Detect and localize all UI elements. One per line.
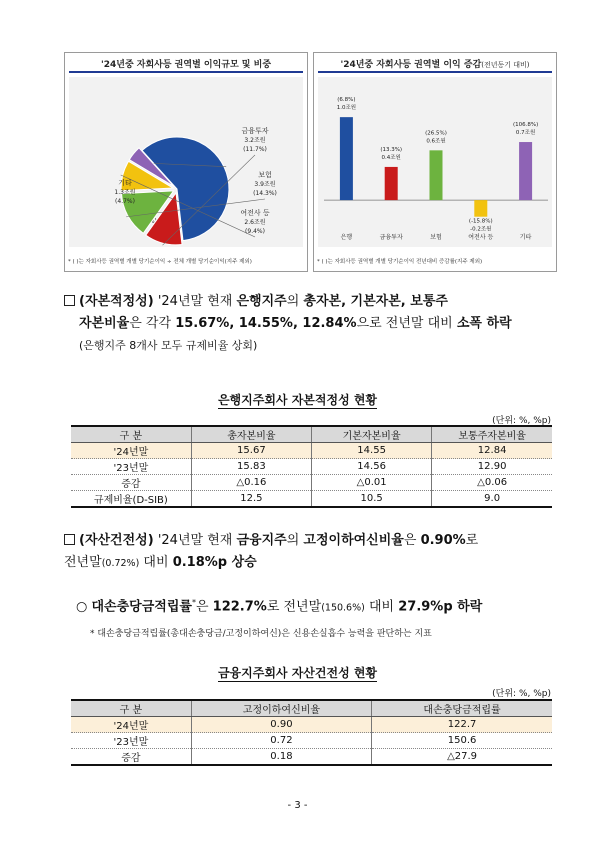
table-row — [71, 491, 552, 508]
pie-label-1: 3.9조원 — [254, 181, 276, 188]
pie-label-0: 기타 — [118, 179, 132, 187]
table2-unit: (단위: %, %p) — [492, 689, 551, 699]
bar-category-label: 금융투자 — [379, 234, 403, 241]
bullet-particle: 은 — [195, 599, 209, 615]
pie-label-1: 2.6조원 — [244, 219, 266, 226]
bar-data-label: (6.8%) — [337, 97, 356, 104]
table1-header-cell: 구 분 — [71, 426, 191, 443]
table-row — [71, 475, 552, 491]
bullet-mid2: 대비 — [368, 599, 395, 615]
bar-data-label: 0.4조원 — [381, 154, 401, 161]
bar-data-label: -0.2조원 — [470, 226, 492, 233]
provision-bullet — [76, 592, 574, 619]
table-cell: 12.84 — [432, 443, 552, 459]
footnote: * 대손충당금적립률(총대손충당금/고정이하여신)은 신용손실흡수 능력을 판단하는 지표 — [90, 629, 432, 639]
table-row — [71, 443, 552, 459]
bullet-prev: (150.6%) — [321, 602, 365, 614]
asset-soundness-paragraph — [64, 530, 562, 575]
bar — [519, 142, 532, 200]
profit-change-chart-panel — [313, 52, 557, 272]
bar-plot-area — [318, 77, 552, 247]
capital-adequacy-table — [71, 425, 552, 508]
table-cell: 0.18 — [191, 749, 371, 766]
bar — [385, 167, 398, 200]
bullet-star: * — [191, 598, 196, 607]
table-row — [71, 459, 552, 475]
section2-subject: 금융지주 — [236, 533, 287, 548]
bar — [474, 200, 487, 217]
bar-chart-note: * ( )는 자회사등 권역별 개별 당기순이익 전년대비 증감률(지주 제외) — [317, 259, 483, 265]
capital-adequacy-paragraph — [64, 291, 562, 357]
pie-chart-note: * ( )는 자회사등 권역별 개별 당기순이익 ÷ 전체 개별 당기순이익(지주 제외) — [68, 259, 252, 265]
section2-lead: '24년말 현재 — [157, 533, 233, 548]
table-cell: '23년말 — [71, 459, 191, 475]
section2-prev: (0.72%) — [101, 558, 140, 569]
table-cell: 규제비율(D-SIB) — [71, 491, 191, 508]
table2-header-cell: 고정이하여신비율 — [191, 700, 371, 717]
bar-title-rule — [318, 71, 552, 73]
pie-label-2: (11.7%) — [243, 146, 267, 153]
bar — [430, 150, 443, 200]
section1-line3: (은행지주 8개사 모두 규제비율 상회) — [79, 339, 258, 352]
bar-chart-title-main: '24년중 자회사등 권역별 이익 증감 — [340, 60, 482, 70]
bullet-circle-icon: ○ — [76, 599, 88, 615]
profit-share-chart-panel — [64, 52, 308, 272]
page-number: - 3 - — [287, 800, 308, 811]
capital-adequacy-line2 — [64, 313, 562, 335]
section1-values: 15.67%, 14.55%, 12.84% — [175, 316, 357, 331]
bar-chart-title-sub: (전년동기 대비) — [481, 61, 530, 69]
pie-label-2: (4.7%) — [115, 198, 135, 205]
bar-data-label: (26.5%) — [425, 130, 447, 137]
section2-line2-b: 대비 — [143, 555, 169, 570]
pie-label-0: 보험 — [258, 171, 272, 179]
section2-label: (자산건전성) — [79, 533, 154, 548]
table-cell: 0.72 — [191, 733, 371, 749]
table1-unit: (단위: %, %p) — [492, 416, 551, 426]
table2-title-text: 금융지주회사 자산건전성 현황 — [217, 666, 378, 680]
pie-label-1: 1.3조원 — [114, 189, 136, 196]
bar-chart-title — [314, 57, 556, 70]
pie-chart-title: '24년중 자회사등 권역별 이익규모 및 비중 — [100, 60, 272, 70]
bullet-term: 대손충당금적립률 — [91, 599, 192, 615]
section2-particle1: 의 — [286, 533, 300, 548]
section1-subject: 은행지주 — [236, 294, 287, 309]
section2-particle2: 은 — [403, 533, 417, 548]
asset-soundness-table — [71, 699, 552, 766]
bar-data-label: (13.3%) — [380, 146, 403, 153]
asset-soundness-line2 — [64, 552, 562, 575]
section2-tail: 로 — [465, 533, 479, 548]
bullet-mid: 로 전년말 — [266, 599, 322, 615]
table1-title — [0, 391, 595, 408]
bar-data-label: 1.0조원 — [336, 105, 357, 112]
asset-soundness-line1 — [64, 530, 562, 552]
checkbox-square-icon — [64, 295, 75, 306]
bar — [340, 117, 353, 200]
section1-label: (자본적정성) — [79, 294, 154, 309]
table1-header-row — [71, 426, 552, 443]
table-cell: △0.06 — [432, 475, 552, 491]
section2-value: 0.90% — [420, 533, 466, 548]
table-cell: 0.90 — [191, 717, 371, 733]
table1-header-cell: 기본자본비율 — [312, 426, 432, 443]
table-cell: △0.01 — [312, 475, 432, 491]
bar-data-label: 0.7조원 — [515, 130, 536, 137]
table-cell: '23년말 — [71, 733, 191, 749]
bar-data-label: (-15.8%) — [468, 218, 493, 225]
section1-result: 소폭 하락 — [456, 316, 512, 331]
table-cell: 12.5 — [191, 491, 311, 508]
table-row — [71, 749, 552, 766]
table-cell: 증감 — [71, 475, 191, 491]
section1-line2-term: 자본비율 — [79, 316, 130, 331]
table-cell: 증감 — [71, 749, 191, 766]
table2-header-row — [71, 700, 552, 717]
bar-category-label: 여전사 등 — [468, 234, 494, 241]
section1-items: 총자본, 기본자본, 보통주 — [303, 294, 448, 309]
section1-line2-c: 으로 전년말 대비 — [356, 316, 453, 331]
pie-label-2: (9.4%) — [245, 228, 265, 235]
bar-category-label: 기타 — [519, 234, 532, 241]
pie-chart — [69, 77, 305, 247]
bullet-value: 122.7% — [212, 599, 267, 615]
table2-header-cell: 대손충당금적립률 — [372, 700, 552, 717]
bar-data-label: (106.8%) — [512, 122, 539, 129]
table2-header-cell: 구 분 — [71, 700, 191, 717]
table1-header-cell: 보통주자본비율 — [432, 426, 552, 443]
pie-plot-area — [69, 77, 303, 247]
pie-title-rule — [69, 71, 303, 73]
table-cell: 15.67 — [191, 443, 311, 459]
section1-lead: '24년말 현재 — [157, 294, 233, 309]
table-row — [71, 717, 552, 733]
bullet-change: 27.9%p 하락 — [398, 599, 483, 615]
table1-header-cell: 총자본비율 — [191, 426, 311, 443]
pie-label-0: 금융투자 — [241, 127, 269, 135]
table-cell: 10.5 — [312, 491, 432, 508]
pie-label-0: 여전사 등 — [240, 209, 270, 217]
table-row — [71, 733, 552, 749]
checkbox-square-icon — [64, 534, 75, 545]
bar-category-label: 보험 — [430, 234, 442, 241]
table-cell: △0.16 — [191, 475, 311, 491]
table-cell: '24년말 — [71, 717, 191, 733]
section1-line2-a: 은 각각 — [129, 316, 172, 331]
table-cell: △27.9 — [372, 749, 552, 766]
table-cell: 14.55 — [312, 443, 432, 459]
table-cell: 150.6 — [372, 733, 552, 749]
pie-label-1: 3.2조원 — [244, 137, 266, 144]
table2-title — [0, 664, 595, 681]
table-cell: '24년말 — [71, 443, 191, 459]
section2-item: 고정이하여신비율 — [303, 533, 404, 548]
table1-title-text: 은행지주회사 자본적정성 현황 — [217, 393, 378, 407]
table-cell: 14.56 — [312, 459, 432, 475]
section1-particle: 의 — [286, 294, 300, 309]
bar-data-label: 0.6조원 — [426, 138, 446, 145]
table-cell: 12.90 — [432, 459, 552, 475]
table-cell: 9.0 — [432, 491, 552, 508]
section2-change: 0.18%p 상승 — [172, 555, 257, 570]
capital-adequacy-line1 — [64, 291, 562, 313]
bar-chart — [318, 77, 554, 247]
pie-label-2: (14.3%) — [253, 190, 277, 197]
bar-category-label: 은행 — [340, 234, 353, 241]
table-cell: 122.7 — [372, 717, 552, 733]
section2-line2-a: 전년말 — [64, 555, 102, 570]
table-cell: 15.83 — [191, 459, 311, 475]
